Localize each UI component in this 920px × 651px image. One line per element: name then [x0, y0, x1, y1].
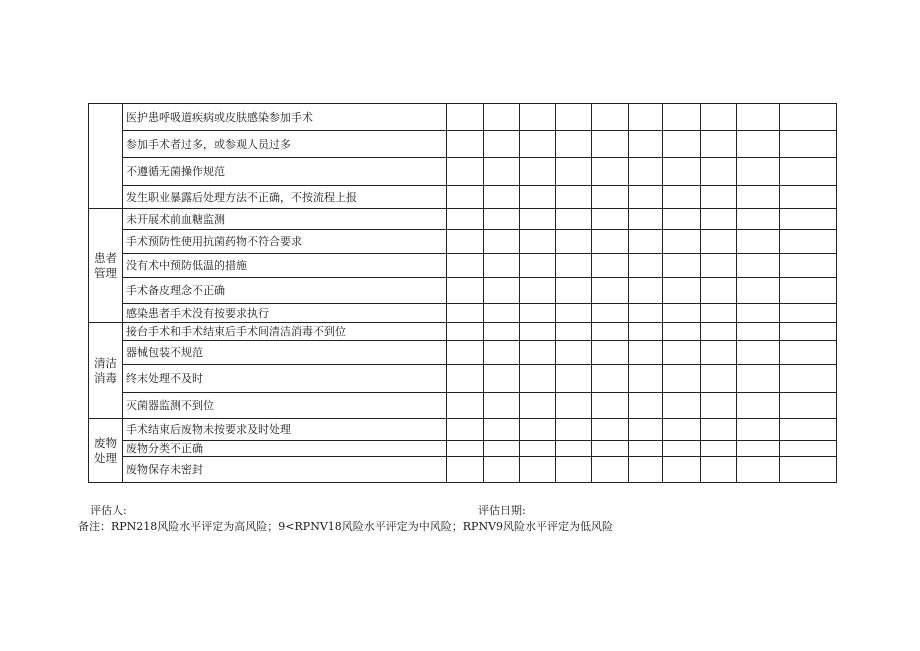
score-cell[interactable] [737, 186, 780, 209]
score-cell[interactable] [737, 457, 780, 483]
score-cell[interactable] [737, 393, 780, 419]
score-cell[interactable] [780, 186, 837, 209]
score-cell[interactable] [556, 209, 592, 230]
table-row [89, 393, 837, 419]
score-cell[interactable] [447, 254, 484, 278]
risk-item: 接台手术和手术结束后手术间清洁消毒不到位 [123, 323, 447, 341]
score-cell[interactable] [629, 158, 663, 186]
score-cell[interactable] [629, 365, 663, 393]
score-cell[interactable] [484, 419, 520, 441]
score-cell[interactable] [556, 278, 592, 304]
score-cell[interactable] [556, 254, 592, 278]
risk-item: 感染患者手术没有按要求执行 [123, 304, 447, 323]
risk-item: 不遵循无菌操作规范 [123, 158, 447, 186]
score-cell[interactable] [447, 158, 484, 186]
risk-item: 灭菌器监测不到位 [123, 393, 447, 419]
score-cell[interactable] [701, 186, 737, 209]
score-cell[interactable] [520, 254, 556, 278]
score-cell[interactable] [592, 365, 629, 393]
score-cell[interactable] [592, 323, 629, 341]
score-cell[interactable] [663, 341, 701, 365]
score-cell[interactable] [701, 131, 737, 158]
risk-item: 终末处理不及时 [123, 365, 447, 393]
risk-item: 参加手术者过多，或参观人员过多 [123, 131, 447, 158]
table-row [89, 131, 837, 158]
score-cell[interactable] [701, 393, 737, 419]
score-cell[interactable] [556, 131, 592, 158]
score-cell[interactable] [701, 457, 737, 483]
score-cell[interactable] [484, 158, 520, 186]
score-cell[interactable] [780, 278, 837, 304]
score-cell[interactable] [520, 393, 556, 419]
score-cell[interactable] [520, 323, 556, 341]
score-cell[interactable] [592, 304, 629, 323]
score-cell[interactable] [484, 441, 520, 457]
score-cell[interactable] [447, 393, 484, 419]
score-cell[interactable] [701, 441, 737, 457]
score-cell[interactable] [701, 365, 737, 393]
score-cell[interactable] [737, 323, 780, 341]
assessment-date-label: 评估日期: [478, 504, 526, 517]
table-row [89, 254, 837, 278]
score-cell[interactable] [520, 186, 556, 209]
score-cell[interactable] [520, 158, 556, 186]
score-cell[interactable] [737, 341, 780, 365]
score-cell[interactable] [737, 131, 780, 158]
score-cell[interactable] [780, 104, 837, 131]
score-cell[interactable] [629, 230, 663, 254]
score-cell[interactable] [484, 209, 520, 230]
score-cell[interactable] [556, 304, 592, 323]
table-row [89, 186, 837, 209]
score-cell[interactable] [629, 323, 663, 341]
score-cell[interactable] [629, 304, 663, 323]
score-cell[interactable] [780, 365, 837, 393]
score-cell[interactable] [484, 131, 520, 158]
score-cell[interactable] [520, 209, 556, 230]
score-cell[interactable] [780, 230, 837, 254]
table-row [89, 441, 837, 457]
score-cell[interactable] [592, 158, 629, 186]
score-cell[interactable] [701, 209, 737, 230]
score-cell[interactable] [556, 230, 592, 254]
table-row [89, 230, 837, 254]
score-cell[interactable] [780, 393, 837, 419]
score-cell[interactable] [484, 230, 520, 254]
table-row [89, 209, 837, 230]
score-cell[interactable] [737, 278, 780, 304]
score-cell[interactable] [592, 419, 629, 441]
score-cell[interactable] [737, 209, 780, 230]
score-cell[interactable] [780, 341, 837, 365]
score-cell[interactable] [663, 365, 701, 393]
score-cell[interactable] [484, 254, 520, 278]
risk-item: 手术备皮理念不正确 [123, 278, 447, 304]
table-row [89, 457, 837, 483]
score-cell[interactable] [520, 131, 556, 158]
score-cell[interactable] [447, 230, 484, 254]
score-cell[interactable] [780, 457, 837, 483]
score-cell[interactable] [629, 441, 663, 457]
score-cell[interactable] [629, 278, 663, 304]
score-cell[interactable] [737, 254, 780, 278]
score-cell[interactable] [629, 457, 663, 483]
score-cell[interactable] [701, 254, 737, 278]
score-cell[interactable] [663, 441, 701, 457]
score-cell[interactable] [663, 393, 701, 419]
category-cell: 废物处理 [89, 419, 123, 483]
table-row [89, 365, 837, 393]
risk-item: 手术结束后废物未按要求及时处理 [123, 419, 447, 441]
score-cell[interactable] [447, 323, 484, 341]
score-cell[interactable] [520, 365, 556, 393]
table-row [89, 323, 837, 341]
score-cell[interactable] [556, 323, 592, 341]
score-cell[interactable] [780, 209, 837, 230]
score-cell[interactable] [780, 441, 837, 457]
risk-item: 废物分类不正确 [123, 441, 447, 457]
remark-note: 备注：RPN218风险水平评定为高风险；9<RPNV18风险水平评定为中风险；RPNV9风险水平评定为低风险 [78, 520, 614, 533]
score-cell[interactable] [737, 441, 780, 457]
category-cell: 患者管理 [89, 209, 123, 323]
score-cell[interactable] [701, 304, 737, 323]
score-cell[interactable] [520, 278, 556, 304]
score-cell[interactable] [447, 186, 484, 209]
score-cell[interactable] [663, 104, 701, 131]
score-cell[interactable] [447, 104, 484, 131]
score-cell[interactable] [629, 393, 663, 419]
score-cell[interactable] [484, 104, 520, 131]
score-cell[interactable] [780, 419, 837, 441]
category-cell [89, 104, 123, 209]
score-cell[interactable] [701, 158, 737, 186]
score-cell[interactable] [447, 131, 484, 158]
score-cell[interactable] [701, 323, 737, 341]
score-cell[interactable] [663, 186, 701, 209]
score-cell[interactable] [592, 457, 629, 483]
score-cell[interactable] [592, 186, 629, 209]
score-cell[interactable] [484, 323, 520, 341]
score-cell[interactable] [484, 393, 520, 419]
score-cell[interactable] [629, 341, 663, 365]
score-cell[interactable] [592, 209, 629, 230]
score-cell[interactable] [556, 393, 592, 419]
table-row [89, 278, 837, 304]
score-cell[interactable] [520, 230, 556, 254]
score-cell[interactable] [556, 341, 592, 365]
score-cell[interactable] [520, 419, 556, 441]
score-cell[interactable] [701, 341, 737, 365]
score-cell[interactable] [701, 419, 737, 441]
score-cell[interactable] [663, 304, 701, 323]
risk-item: 手术预防性使用抗菌药物不符合要求 [123, 230, 447, 254]
score-cell[interactable] [484, 278, 520, 304]
score-cell[interactable] [737, 104, 780, 131]
score-cell[interactable] [484, 365, 520, 393]
score-cell[interactable] [663, 230, 701, 254]
score-cell[interactable] [701, 104, 737, 131]
score-cell[interactable] [556, 104, 592, 131]
score-cell[interactable] [701, 230, 737, 254]
score-cell[interactable] [629, 131, 663, 158]
score-cell[interactable] [520, 341, 556, 365]
score-cell[interactable] [520, 457, 556, 483]
score-cell[interactable] [447, 441, 484, 457]
score-cell[interactable] [592, 230, 629, 254]
assessor-label: 评估人: [90, 504, 127, 517]
score-cell[interactable] [780, 254, 837, 278]
score-cell[interactable] [737, 304, 780, 323]
score-cell[interactable] [629, 186, 663, 209]
score-cell[interactable] [556, 419, 592, 441]
score-cell[interactable] [592, 441, 629, 457]
score-cell[interactable] [484, 457, 520, 483]
score-cell[interactable] [592, 341, 629, 365]
risk-assessment-table [88, 103, 837, 483]
score-cell[interactable] [592, 254, 629, 278]
risk-item: 废物保存未密封 [123, 457, 447, 483]
score-cell[interactable] [556, 158, 592, 186]
score-cell[interactable] [592, 393, 629, 419]
score-cell[interactable] [663, 131, 701, 158]
score-cell[interactable] [737, 365, 780, 393]
score-cell[interactable] [447, 457, 484, 483]
risk-item: 发生职业暴露后处理方法不正确，不按流程上报 [123, 186, 447, 209]
score-cell[interactable] [663, 323, 701, 341]
score-cell[interactable] [663, 158, 701, 186]
risk-item: 器械包装不规范 [123, 341, 447, 365]
score-cell[interactable] [556, 186, 592, 209]
score-cell[interactable] [737, 230, 780, 254]
score-cell[interactable] [663, 209, 701, 230]
score-cell[interactable] [556, 457, 592, 483]
score-cell[interactable] [447, 278, 484, 304]
score-cell[interactable] [663, 457, 701, 483]
score-cell[interactable] [447, 304, 484, 323]
score-cell[interactable] [629, 209, 663, 230]
score-cell[interactable] [780, 131, 837, 158]
score-cell[interactable] [592, 131, 629, 158]
table-row [89, 104, 837, 131]
score-cell[interactable] [556, 365, 592, 393]
score-cell[interactable] [592, 104, 629, 131]
score-cell[interactable] [663, 419, 701, 441]
score-cell[interactable] [447, 209, 484, 230]
score-cell[interactable] [484, 186, 520, 209]
score-cell[interactable] [701, 278, 737, 304]
score-cell[interactable] [663, 254, 701, 278]
score-cell[interactable] [737, 419, 780, 441]
score-cell[interactable] [447, 365, 484, 393]
score-cell[interactable] [520, 441, 556, 457]
score-cell[interactable] [556, 441, 592, 457]
score-cell[interactable] [629, 104, 663, 131]
risk-item: 未开展术前血糖监测 [123, 209, 447, 230]
table-row [89, 158, 837, 186]
score-cell[interactable] [780, 323, 837, 341]
score-cell[interactable] [780, 158, 837, 186]
table-row [89, 304, 837, 323]
score-cell[interactable] [629, 419, 663, 441]
score-cell[interactable] [447, 419, 484, 441]
score-cell[interactable] [520, 104, 556, 131]
score-cell[interactable] [447, 341, 484, 365]
risk-item: 医护患呼吸道疾病或皮肤感染参加手术 [123, 104, 447, 131]
score-cell[interactable] [780, 304, 837, 323]
category-cell: 清洁消毒 [89, 323, 123, 419]
score-cell[interactable] [629, 254, 663, 278]
score-cell[interactable] [737, 158, 780, 186]
score-cell[interactable] [592, 278, 629, 304]
risk-item: 没有术中预防低温的措施 [123, 254, 447, 278]
score-cell[interactable] [520, 304, 556, 323]
score-cell[interactable] [484, 341, 520, 365]
score-cell[interactable] [484, 304, 520, 323]
table-row [89, 419, 837, 441]
score-cell[interactable] [663, 278, 701, 304]
table-row [89, 341, 837, 365]
